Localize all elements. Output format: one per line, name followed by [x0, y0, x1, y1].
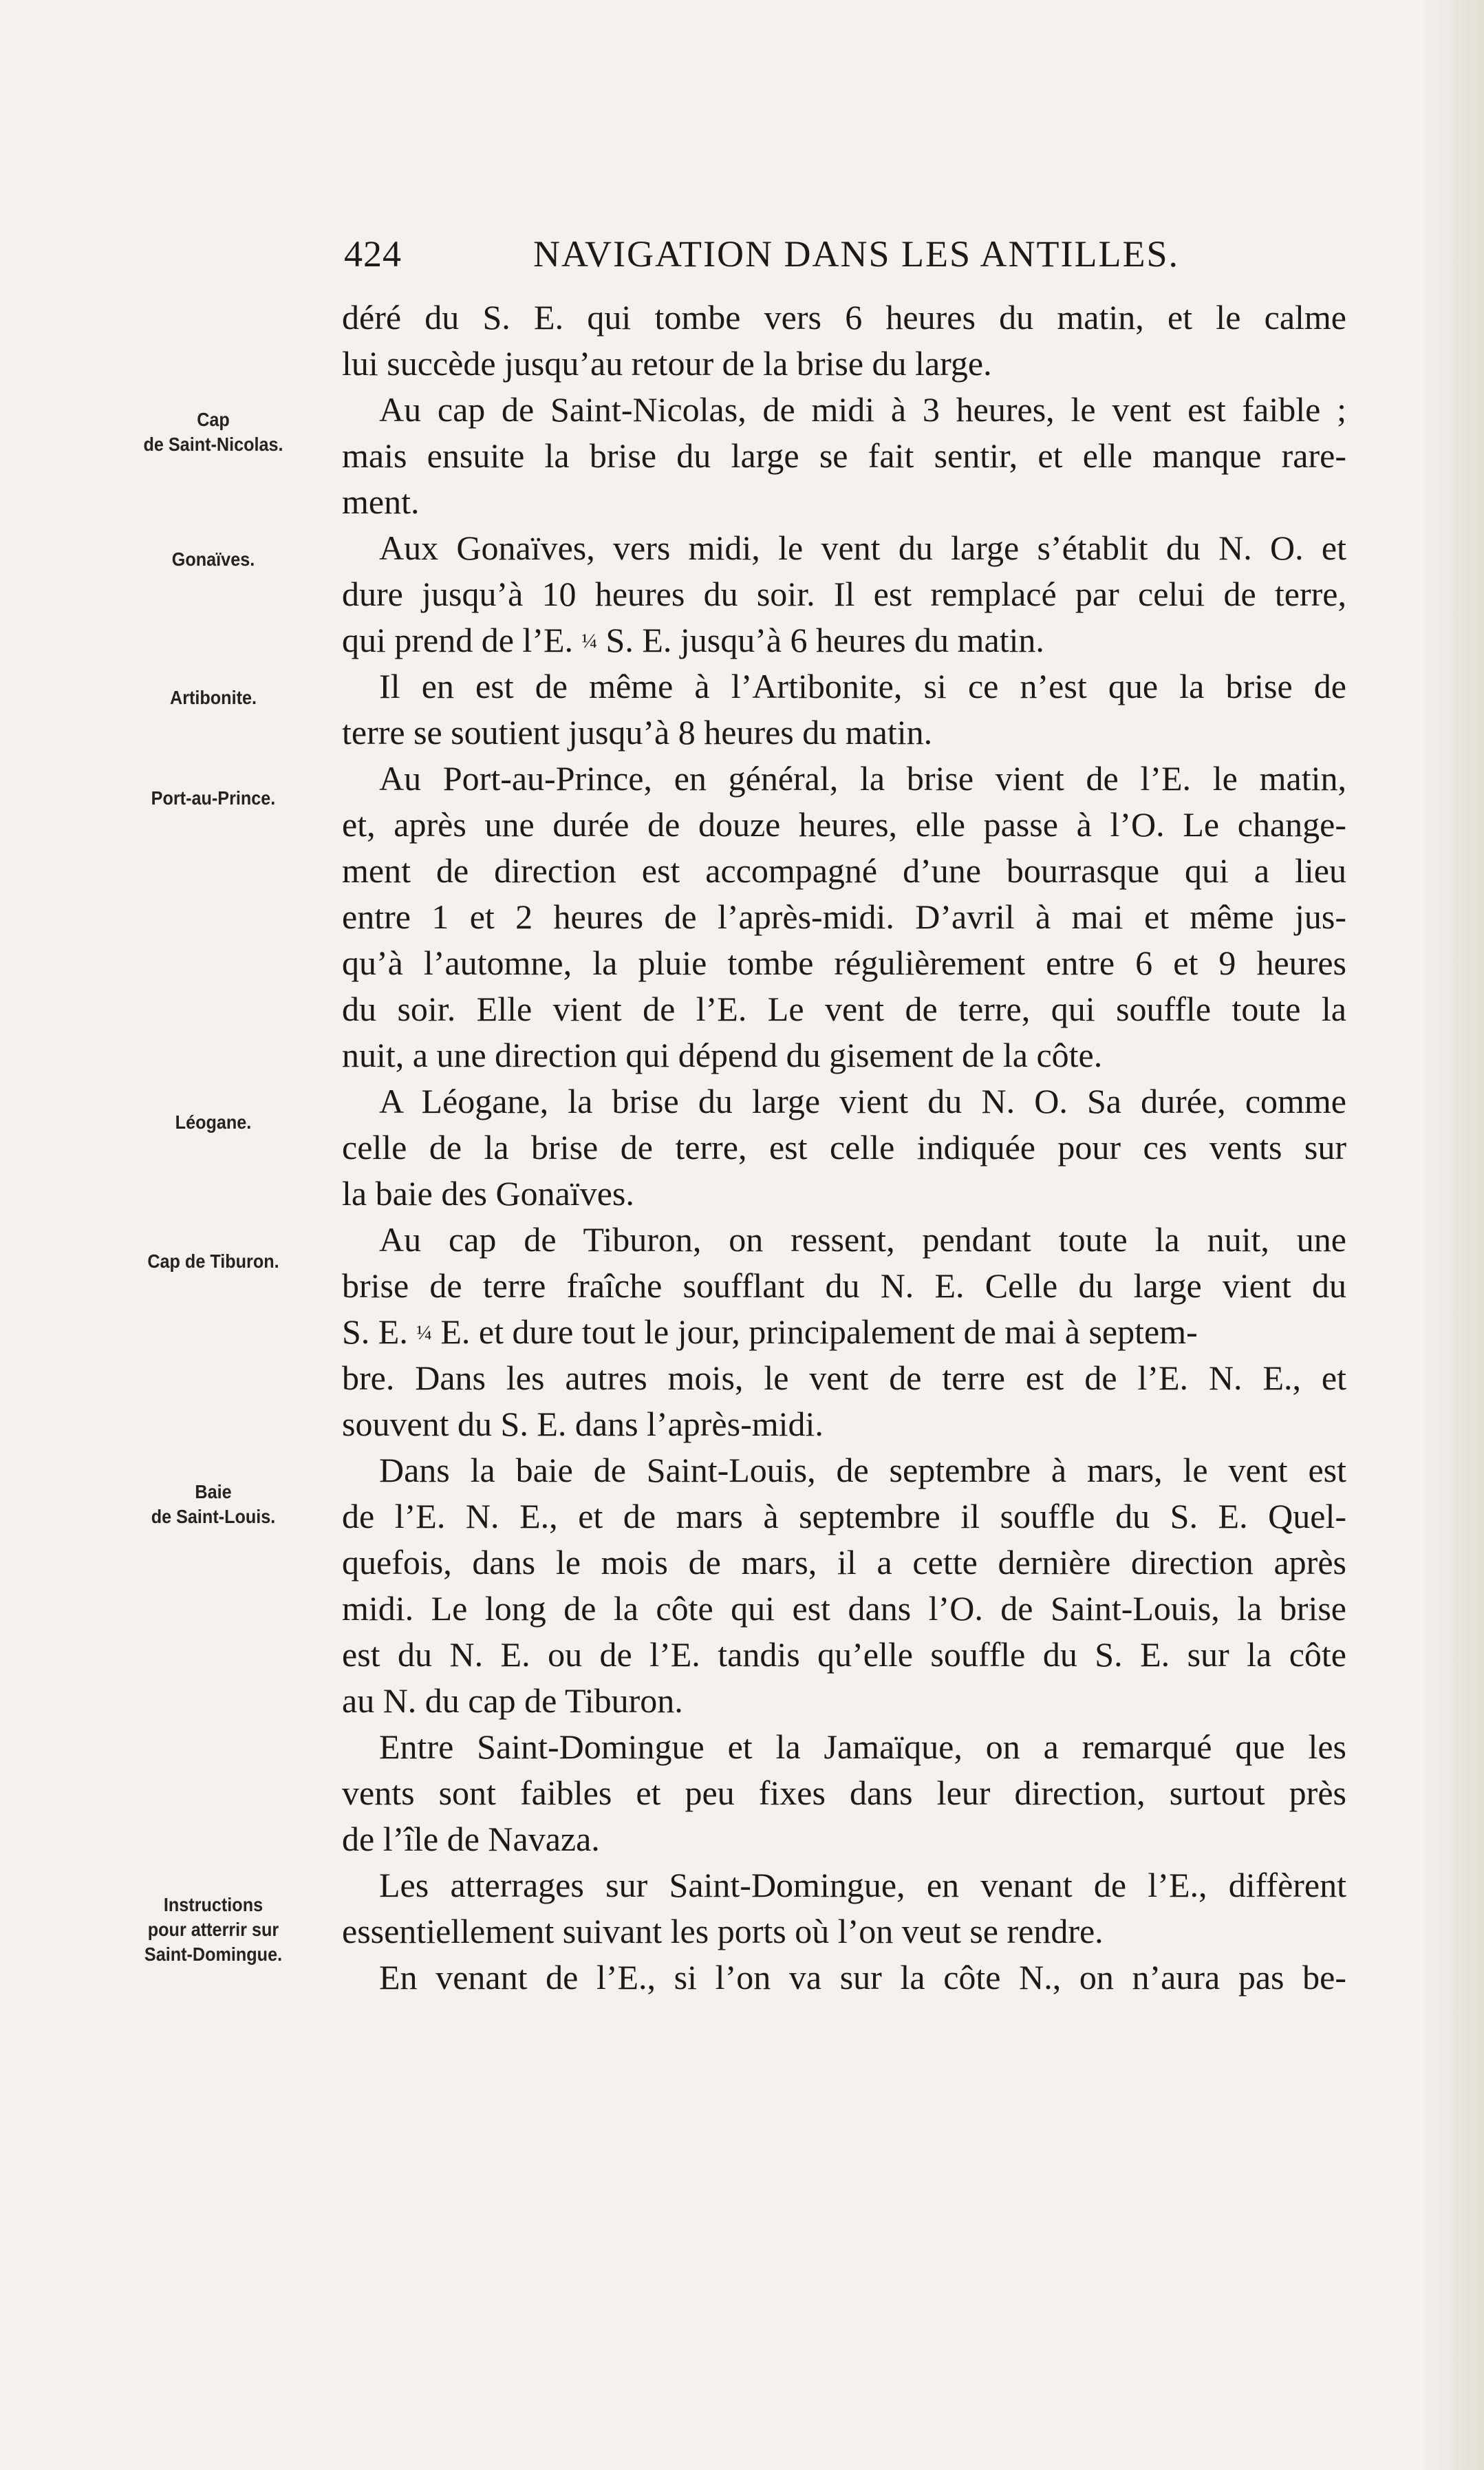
text-line: ment de direction est accompagné d’une bourrasque qui a lieu	[342, 851, 1346, 890]
margin-note-port-au-prince	[114, 786, 312, 811]
text-line: essentiellement suivant les ports où l’on veut se rendre.	[342, 1912, 1104, 1950]
text-line: de l’île de Navaza.	[342, 1820, 600, 1858]
text-line: Il en est de même à l’Artibonite, si ce n’est que la brise de	[379, 667, 1346, 705]
text-line	[342, 1309, 1346, 1355]
page-edge-shadow	[1422, 0, 1484, 2470]
text-segment: E. et dure tout le jour, principalement de mai à septem-	[440, 1312, 1198, 1351]
text-line	[342, 617, 1346, 663]
text-line: brise de terre fraîche soufflant du N. E. Celle du large vient du	[342, 1266, 1346, 1305]
text-line: terre se soutient jusqu’à 8 heures du matin.	[342, 713, 933, 752]
running-title: NAVIGATION DANS LES ANTILLES.	[533, 233, 1179, 275]
margin-note-baie-de-saint-louis	[114, 1480, 312, 1529]
text-line: lui succède jusqu’au retour de la brise du large.	[342, 344, 992, 383]
margin-note-gonaives	[114, 547, 312, 572]
margin-note-line: Artibonite.	[170, 687, 257, 708]
margin-note-line: Léogane.	[175, 1111, 252, 1133]
margin-note-line: Gonaïves.	[171, 549, 255, 570]
margin-note-cap-de-tiburon	[114, 1249, 312, 1274]
text-line: Dans la baie de Saint-Louis, de septembre à mars, le vent est	[379, 1451, 1346, 1489]
text-line: celle de la brise de terre, est celle indiquée pour ces vents sur	[342, 1128, 1346, 1167]
text-line: déré du S. E. qui tombe vers 6 heures du matin, et le calme	[342, 298, 1346, 337]
page-number: 424	[344, 233, 402, 275]
text-line: et, après une durée de douze heures, elle passe à l’O. Le change-	[342, 805, 1346, 844]
text-line: midi. Le long de la côte qui est dans l’O. de Saint-Louis, la brise	[342, 1589, 1346, 1628]
running-header	[344, 233, 1355, 288]
margin-note-line: de Saint-Louis.	[151, 1506, 276, 1527]
text-line: A Léogane, la brise du large vient du N. O. Sa durée, comme	[379, 1082, 1346, 1120]
fraction-quarter: ¼	[416, 1321, 432, 1344]
text-line: nuit, a une direction qui dépend du gisement de la côte.	[342, 1036, 1103, 1074]
text-line: du soir. Elle vient de l’E. Le vent de terre, qui souffle toute la	[342, 990, 1346, 1028]
text-line: Entre Saint-Domingue et la Jamaïque, on a remarqué que les	[379, 1727, 1346, 1766]
margin-note-cap-saint-nicolas	[114, 407, 312, 457]
text-line: ment.	[342, 482, 420, 521]
text-segment: S. E. jusqu’à 6 heures du matin.	[605, 621, 1044, 659]
margin-note-line: Port-au-Prince.	[151, 787, 276, 809]
text-line: dure jusqu’à 10 heures du soir. Il est remplacé par celui de terre,	[342, 575, 1346, 613]
text-line: est du N. E. ou de l’E. tandis qu’elle souffle du S. E. sur la côte	[342, 1635, 1346, 1674]
text-line: qu’à l’automne, la pluie tombe régulièrement entre 6 et 9 heures	[342, 944, 1346, 982]
fraction-quarter: ¼	[581, 630, 598, 652]
text-line: au N. du cap de Tiburon.	[342, 1681, 683, 1720]
margin-note-line: pour atterrir sur	[147, 1919, 279, 1940]
margin-note-artibonite	[114, 685, 312, 710]
text-line: entre 1 et 2 heures de l’après-midi. D’avril à mai et même jus-	[342, 897, 1346, 936]
text-line: En venant de l’E., si l’on va sur la côte N., on n’aura pas be-	[379, 1958, 1346, 1997]
margin-note-line: de Saint-Nicolas.	[143, 434, 283, 455]
margin-note-instructions	[114, 1893, 312, 1967]
text-line: mais ensuite la brise du large se fait sentir, et elle manque rare-	[342, 436, 1346, 475]
margin-note-line: Cap	[197, 409, 230, 430]
margin-note-leogane	[114, 1110, 312, 1135]
text-line: souvent du S. E. dans l’après-midi.	[342, 1405, 824, 1443]
text-line: Au cap de Saint-Nicolas, de midi à 3 heures, le vent est faible ;	[379, 390, 1346, 429]
text-line: vents sont faibles et peu fixes dans leur direction, surtout près	[342, 1774, 1346, 1812]
text-segment: qui prend de l’E.	[342, 621, 574, 659]
text-line: Au Port-au-Prince, en général, la brise vient de l’E. le matin,	[379, 759, 1346, 798]
margin-note-line: Baie	[195, 1481, 232, 1502]
margin-note-line: Instructions	[163, 1894, 264, 1915]
text-line: bre. Dans les autres mois, le vent de terre est de l’E. N. E., et	[342, 1359, 1346, 1397]
main-text	[342, 295, 1346, 2001]
text-line: de l’E. N. E., et de mars à septembre il souffle du S. E. Quel-	[342, 1497, 1346, 1535]
text-line: Les atterrages sur Saint-Domingue, en venant de l’E., diffèrent	[379, 1866, 1346, 1904]
margin-note-line: Cap de Tiburon.	[147, 1250, 279, 1272]
text-line: Au cap de Tiburon, on ressent, pendant toute la nuit, une	[379, 1220, 1346, 1259]
text-line: la baie des Gonaïves.	[342, 1174, 634, 1213]
text-line: quefois, dans le mois de mars, il a cette dernière direction après	[342, 1543, 1346, 1582]
margin-note-line: Saint-Domingue.	[144, 1944, 283, 1965]
text-segment: S. E.	[342, 1312, 408, 1351]
text-line: Aux Gonaïves, vers midi, le vent du large s’établit du N. O. et	[379, 529, 1346, 567]
